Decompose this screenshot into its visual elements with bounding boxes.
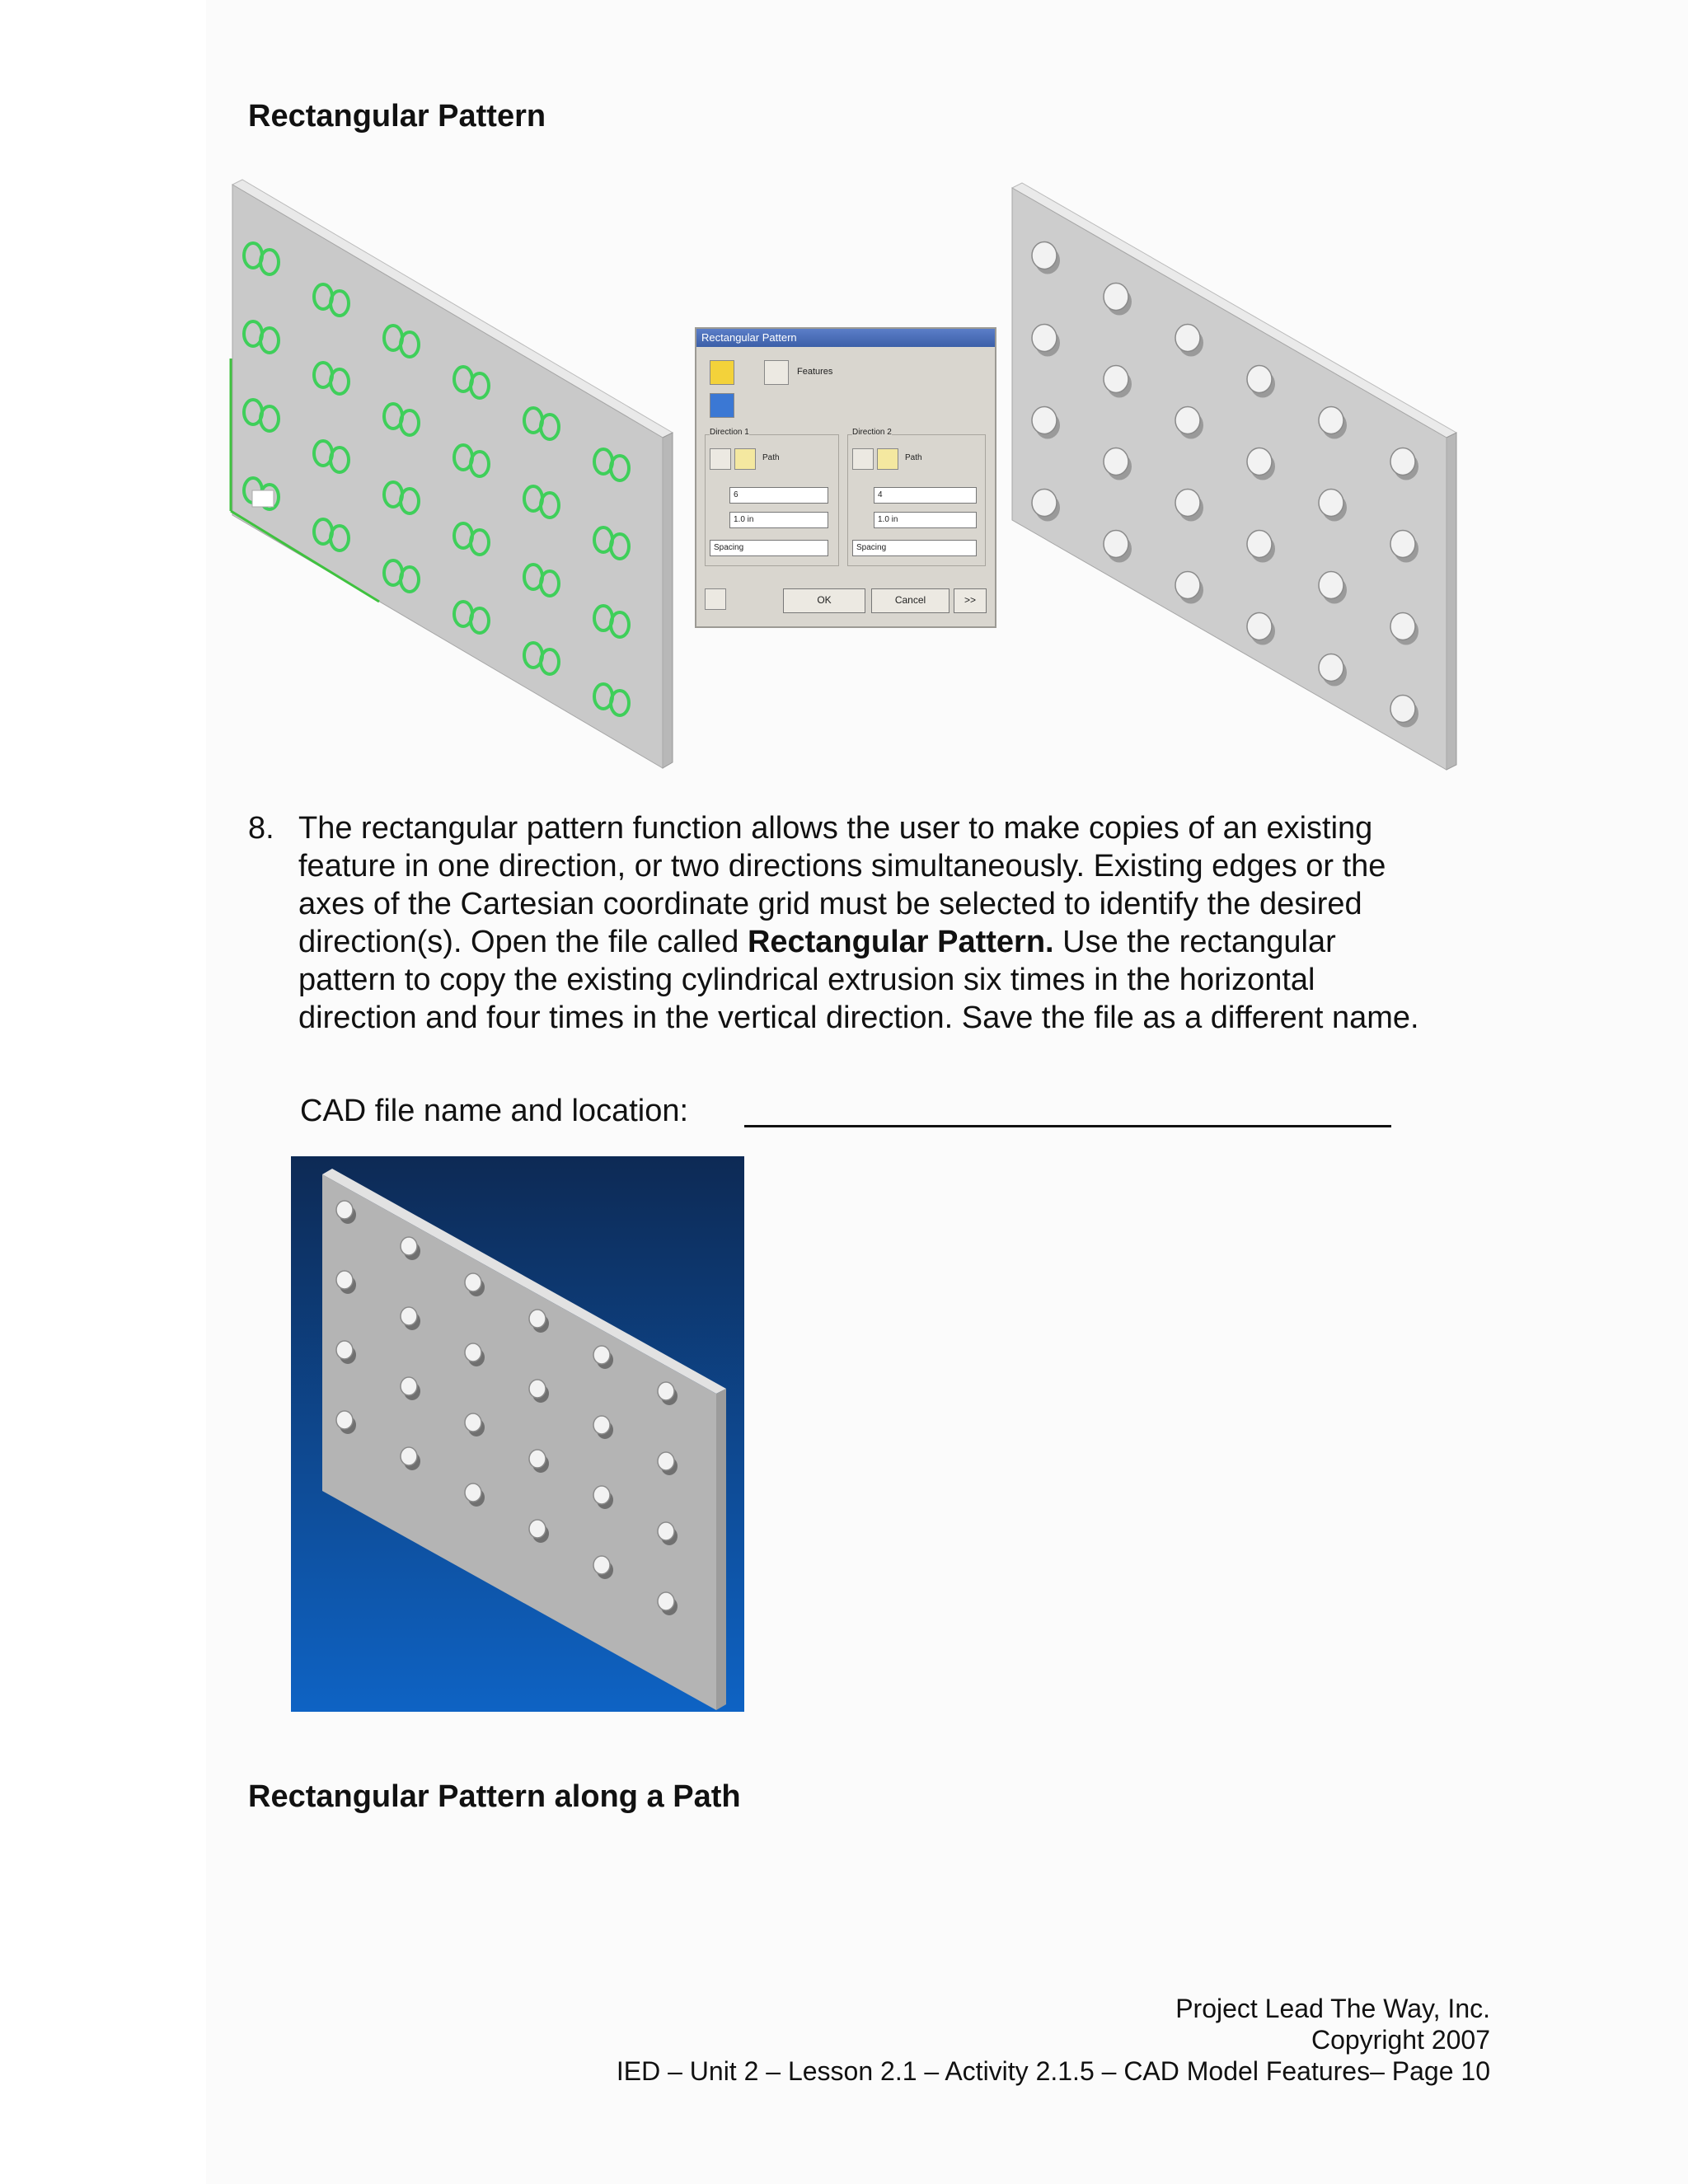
step-line: pattern to copy the existing cylindrical extrusion six times in the horizontal [298, 963, 1315, 997]
dir1-count-field[interactable]: 6 [729, 487, 828, 504]
cylinder-boss [529, 1310, 546, 1328]
cylinder-boss [1390, 531, 1415, 558]
dir1-spacing-field[interactable]: 1.0 in [729, 512, 828, 528]
cylinder-boss [1032, 490, 1057, 517]
cylinder-boss [1175, 572, 1200, 599]
cylinder-boss [658, 1382, 674, 1400]
cylinder-boss [593, 1416, 610, 1434]
help-icon[interactable] [705, 588, 726, 610]
section-heading-rectangular-pattern: Rectangular Pattern [248, 99, 546, 134]
dir1-flip-icon[interactable] [734, 448, 756, 470]
cylinder-boss [1247, 613, 1272, 640]
cylinder-boss [1175, 325, 1200, 352]
cylinder-boss [1032, 242, 1057, 269]
plate-with-cylinders-image [1007, 181, 1469, 775]
section-heading-pattern-along-path: Rectangular Pattern along a Path [248, 1779, 741, 1814]
cylinder-boss [1247, 366, 1272, 393]
cylinder-boss [1247, 448, 1272, 476]
footer-company: Project Lead The Way, Inc. [1175, 1994, 1490, 2023]
cylinder-boss [1104, 531, 1128, 558]
cylinder-boss [465, 1483, 481, 1502]
cylinder-boss [465, 1343, 481, 1361]
cylinder-boss [401, 1377, 417, 1395]
direction1-label: Direction 1 [710, 428, 749, 437]
dir2-select-icon[interactable] [852, 448, 874, 470]
cylinder-boss [336, 1341, 353, 1359]
cancel-button[interactable]: Cancel [871, 588, 950, 613]
cylinder-boss [401, 1447, 417, 1465]
cylinder-boss [593, 1556, 610, 1574]
cylinder-boss [1032, 407, 1057, 434]
cylinder-boss [336, 1411, 353, 1429]
cylinder-boss [1319, 490, 1343, 517]
solid-icon[interactable] [710, 393, 734, 418]
cylinder-boss [1247, 531, 1272, 558]
footer-copyright: Copyright 2007 [1311, 2025, 1490, 2055]
cylinder-boss [1319, 407, 1343, 434]
cylinder-boss [658, 1592, 674, 1610]
cylinder-boss [1104, 448, 1128, 476]
cylinder-boss [529, 1380, 546, 1398]
footer-page-info: IED – Unit 2 – Lesson 2.1 – Activity 2.1.5 – CAD Model Features– Page 10 [616, 2056, 1490, 2086]
cylinder-boss [658, 1452, 674, 1470]
plate-with-sketch-image [223, 173, 684, 775]
ok-button[interactable]: OK [783, 588, 865, 613]
step-line: direction and four times in the vertical direction. Save the file as a different name. [298, 1001, 1419, 1035]
dir1-select-icon[interactable] [710, 448, 731, 470]
features-select-icon[interactable] [710, 360, 734, 385]
features-arrow-icon[interactable] [764, 360, 789, 385]
cylinder-boss [1175, 407, 1200, 434]
dialog-title: Rectangular Pattern [696, 329, 995, 347]
dir2-mode-select[interactable]: Spacing [852, 540, 977, 556]
dir2-spacing-field[interactable]: 1.0 in [874, 512, 977, 528]
direction2-label: Direction 2 [852, 428, 892, 437]
features-label: Features [797, 367, 833, 377]
cylinder-boss [1032, 325, 1057, 352]
cylinder-boss [658, 1522, 674, 1540]
cad-file-label: CAD file name and location: [300, 1094, 689, 1128]
cylinder-boss [593, 1486, 610, 1504]
step-line: The rectangular pattern function allows the user to make copies of an existing [298, 811, 1373, 846]
dir2-path-label: Path [905, 453, 922, 462]
dir1-mode-select[interactable]: Spacing [710, 540, 828, 556]
step-line: direction(s). Open the file called Rectangular Pattern. Use the rectangular [298, 925, 1336, 959]
cylinder-boss [1319, 572, 1343, 599]
step-paragraph [298, 809, 1535, 1037]
rendered-plate-image [291, 1156, 744, 1712]
file-name-bold: Rectangular Pattern. [747, 925, 1054, 959]
rectangular-pattern-dialog [695, 327, 996, 628]
cylinder-boss [1390, 696, 1415, 723]
more-button[interactable]: >> [954, 588, 987, 613]
dir1-path-label: Path [762, 453, 780, 462]
cylinder-boss [336, 1201, 353, 1219]
dir2-flip-icon[interactable] [877, 448, 898, 470]
cylinder-boss [465, 1413, 481, 1432]
cad-file-answer-line[interactable] [744, 1125, 1391, 1127]
cylinder-boss [529, 1520, 546, 1538]
step-line: feature in one direction, or two directions simultaneously. Existing edges or the [298, 849, 1386, 883]
cylinder-boss [1104, 366, 1128, 393]
cylinder-boss [593, 1346, 610, 1364]
cylinder-boss [1104, 284, 1128, 311]
cylinder-boss [336, 1271, 353, 1289]
cylinder-boss [401, 1237, 417, 1255]
cylinder-boss [1390, 613, 1415, 640]
cylinder-boss [529, 1450, 546, 1468]
step-number: 8. [248, 811, 274, 846]
cylinder-boss [1390, 448, 1415, 476]
cylinder-boss [1175, 490, 1200, 517]
cylinder-boss [465, 1273, 481, 1291]
step-line: axes of the Cartesian coordinate grid must be selected to identify the desired [298, 887, 1362, 921]
cylinder-boss [1319, 654, 1343, 682]
dir2-count-field[interactable]: 4 [874, 487, 977, 504]
cylinder-boss [401, 1307, 417, 1325]
